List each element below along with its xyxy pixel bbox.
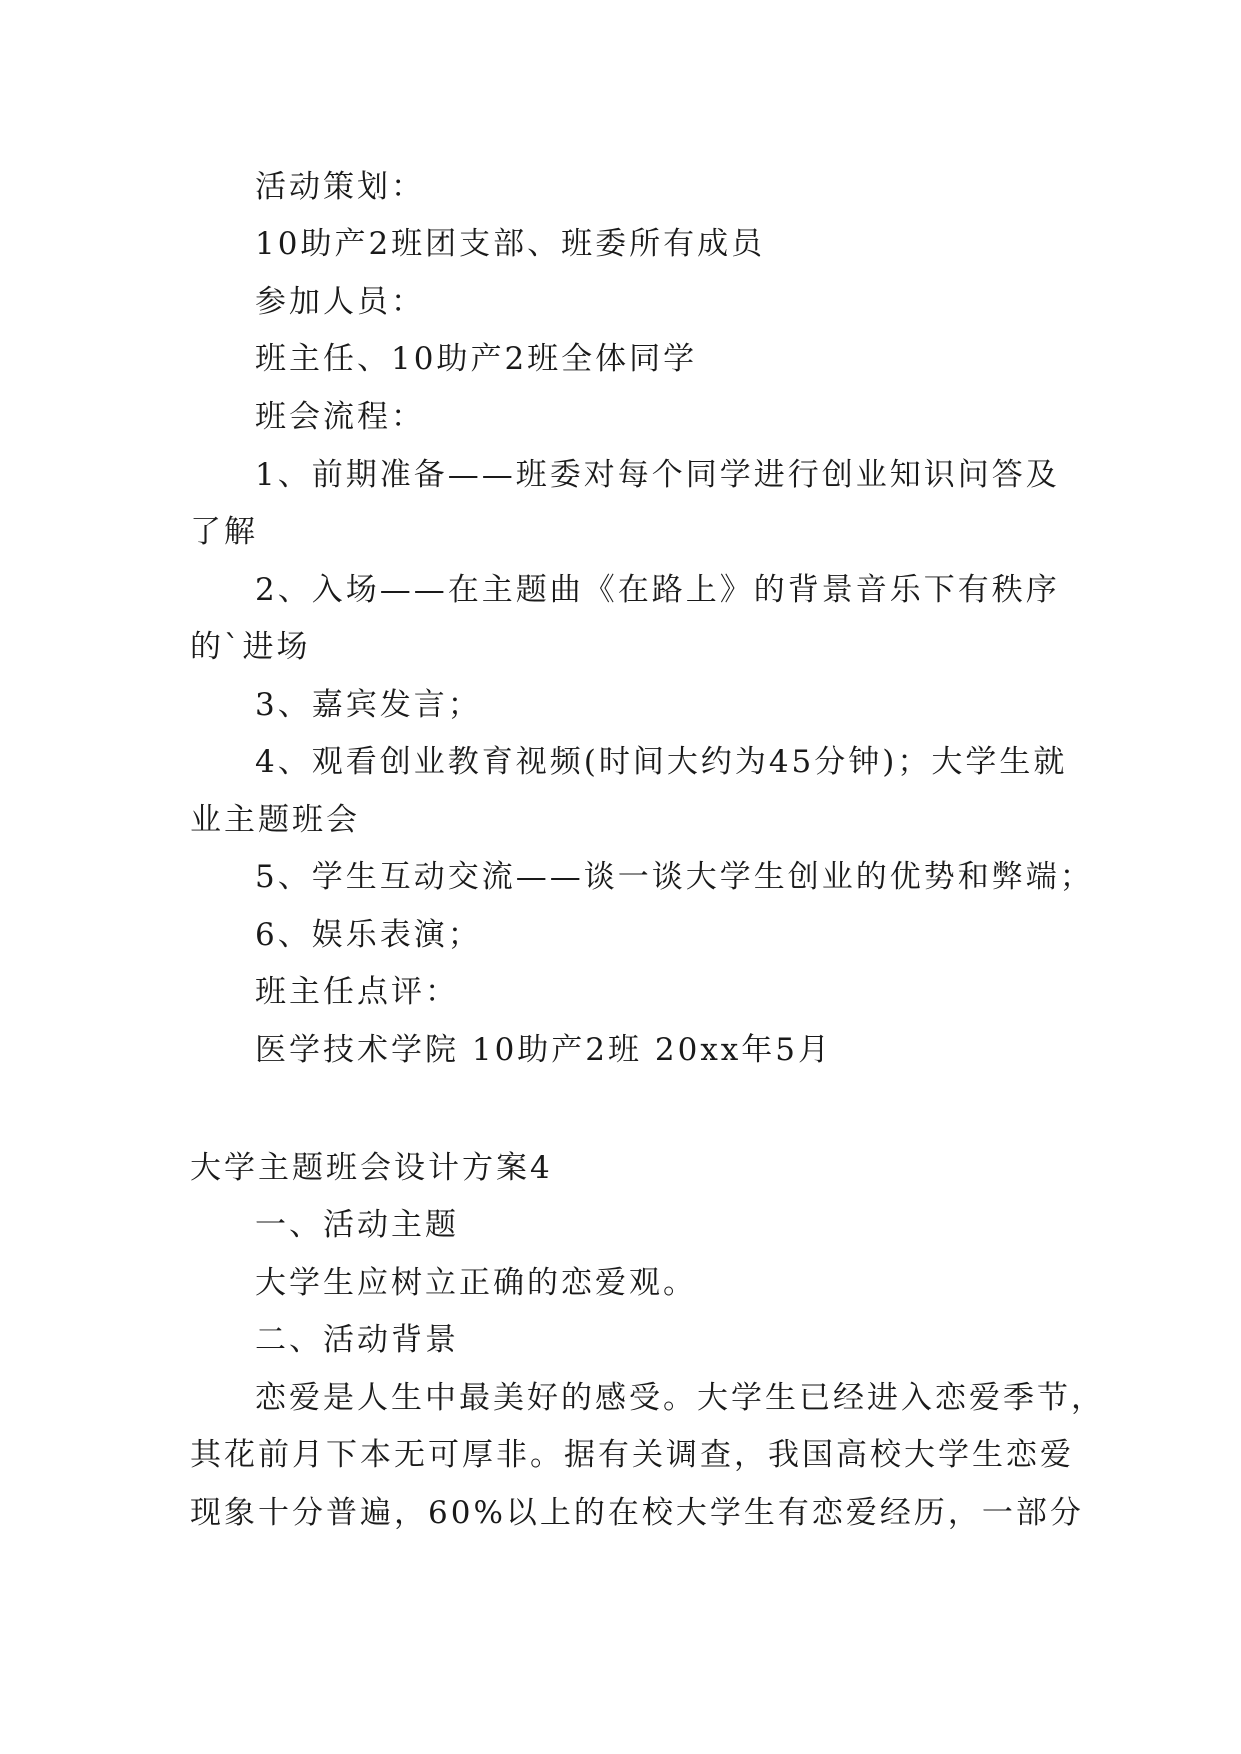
text-line: 医学技术学院 10助产2班 20xx年5月	[255, 1032, 833, 1068]
text-line: 2、入场——在主题曲《在路上》的背景音乐下有秩序	[255, 572, 1060, 608]
text-line: 恋爱是人生中最美好的感受。大学生已经进入恋爱季节，	[255, 1380, 1105, 1416]
text-line: 班会流程：	[255, 399, 425, 435]
text-line: 10助产2班团支部、班委所有成员	[255, 226, 766, 262]
text-line: 现象十分普遍，60%以上的在校大学生有恋爱经历，一部分	[190, 1495, 1084, 1531]
text-line: 班主任、10助产2班全体同学	[255, 341, 698, 377]
text-line: 6、娱乐表演；	[255, 917, 482, 953]
text-line: 4、观看创业教育视频(时间大约为45分钟)；大学生就	[255, 744, 1068, 780]
text-line: 了解	[190, 514, 258, 550]
text-line: 其花前月下本无可厚非。据有关调查，我国高校大学生恋爱	[190, 1437, 1074, 1473]
text-line: 业主题班会	[190, 802, 360, 838]
section-heading: 大学主题班会设计方案4	[190, 1150, 553, 1186]
text-line: 班主任点评：	[255, 974, 459, 1010]
text-line: 5、学生互动交流——谈一谈大学生创业的优势和弊端；	[255, 859, 1094, 895]
text-line: 参加人员：	[255, 284, 425, 320]
text-line: 1、前期准备——班委对每个同学进行创业知识问答及	[255, 457, 1060, 493]
text-line: 一、活动主题	[255, 1207, 459, 1243]
text-line: 大学生应树立正确的恋爱观。	[255, 1265, 697, 1301]
text-line: 的`进场	[190, 629, 311, 665]
text-line: 3、嘉宾发言；	[255, 687, 482, 723]
text-line: 二、活动背景	[255, 1322, 459, 1358]
text-line: 活动策划：	[255, 169, 425, 205]
